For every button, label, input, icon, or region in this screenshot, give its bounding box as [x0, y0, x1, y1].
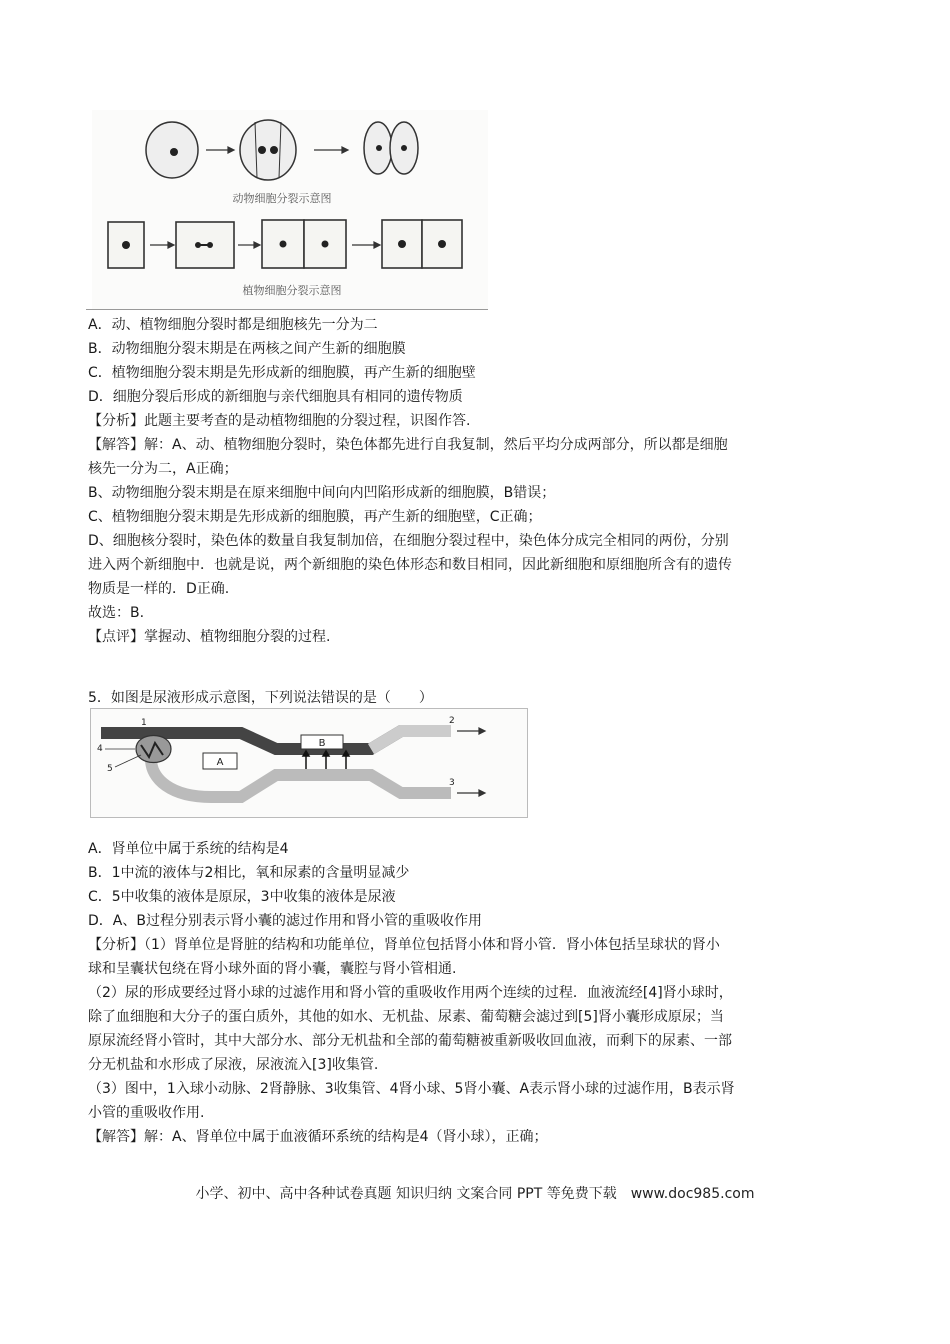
- page-footer: 小学、初中、高中各种试卷真题 知识归纳 文案合同 PPT 等免费下载 www.doc985.com: [195, 1186, 755, 1202]
- label-4: 4: [97, 744, 103, 754]
- q4-answer-line: B、动物细胞分裂末期是在原来细胞中间向内凹陷形成新的细胞膜，B错误；: [88, 485, 556, 501]
- plant-caption: 植物细胞分裂示意图: [242, 284, 342, 297]
- label-2: 2: [449, 716, 455, 726]
- q5-option-b: B．1中流的液体与2相比，氧和尿素的含量明显减少: [88, 865, 410, 881]
- q4-answer-line: C、植物细胞分裂末期是先形成新的细胞膜，再产生新的细胞壁，C正确；: [88, 509, 542, 525]
- q5-analysis-line: 原尿流经肾小管时，其中大部分水、部分无机盐和全部的葡萄糖被重新吸收回血液，而剩下的尿素、一部: [88, 1033, 732, 1049]
- urine-formation-figure: [90, 708, 528, 818]
- label-B: B: [318, 738, 326, 749]
- q5-analysis-line: （2）尿的形成要经过肾小球的过滤作用和肾小管的重吸收作用两个连续的过程．血液流经[4]肾小球时，: [88, 985, 733, 1001]
- q4-answer-line: 【解答】解：A、动、植物细胞分裂时，染色体都先进行自我复制，然后平均分成两部分，所以都是细胞: [88, 437, 728, 453]
- q5-answer-line: 【解答】解：A、肾单位中属于血液循环系统的结构是4（肾小球），正确；: [88, 1129, 548, 1145]
- q4-answer-line: D、细胞核分裂时，染色体的数量自我复制加倍，在细胞分裂过程中，染色体分成完全相同的两份，分别: [88, 533, 729, 549]
- figure-divider: [86, 309, 488, 310]
- q5-analysis-line: （3）图中，1入球小动脉、2肾静脉、3收集管、4肾小球、5肾小囊、A表示肾小球的过滤作用，B表示肾: [88, 1081, 735, 1097]
- q5-stem: 5．如图是尿液形成示意图，下列说法错误的是（ ）: [88, 690, 433, 706]
- label-3: 3: [449, 778, 455, 788]
- q5-analysis-line: 分无机盐和水形成了尿液，尿液流入[3]收集管.: [88, 1057, 379, 1073]
- q4-answer-line: 物质是一样的．D正确.: [88, 581, 230, 597]
- q4-comment: 【点评】掌握动、植物细胞分裂的过程.: [88, 629, 331, 645]
- q5-analysis-line: 小管的重吸收作用.: [88, 1105, 205, 1121]
- q4-analysis: 【分析】此题主要考查的是动植物细胞的分裂过程，识图作答.: [88, 413, 471, 429]
- q4-answer-line: 故选：B.: [88, 605, 145, 621]
- q5-stem-block: [88, 686, 873, 710]
- cell-division-illustration: [92, 110, 488, 310]
- label-5: 5: [107, 764, 113, 774]
- label-A: A: [216, 757, 224, 768]
- label-1: 1: [141, 718, 147, 728]
- q4-option-d: D．细胞分裂后形成的新细胞与亲代细胞具有相同的遗传物质: [88, 389, 463, 405]
- q5-analysis-line: 除了血细胞和大分子的蛋白质外，其他的如水、无机盐、尿素、葡萄糖会滤过到[5]肾小囊形成原尿；当: [88, 1009, 724, 1025]
- q4-answer-line: 进入两个新细胞中．也就是说，两个新细胞的染色体形态和数目相同，因此新细胞和原细胞所含有的遗传: [88, 557, 732, 573]
- q5-option-c: C．5中收集的液体是原尿，3中收集的液体是尿液: [88, 889, 396, 905]
- q5-option-d: D．A、B过程分别表示肾小囊的滤过作用和肾小管的重吸收作用: [88, 913, 482, 929]
- q4-answer-line: 核先一分为二，A正确；: [88, 461, 238, 477]
- q4-option-b: B．动物细胞分裂末期是在两核之间产生新的细胞膜: [88, 341, 406, 357]
- q5-option-a: A．肾单位中属于系统的结构是4: [88, 841, 289, 857]
- nephron-diagram: [91, 709, 527, 817]
- q4-block: [88, 313, 873, 649]
- animal-caption: 动物细胞分裂示意图: [232, 192, 332, 205]
- q5-analysis-line: 【分析】（1）肾单位是肾脏的结构和功能单位，肾单位包括肾小体和肾小管．肾小体包括呈球状的肾小: [88, 937, 720, 953]
- q5-block: [88, 837, 873, 1149]
- q4-option-a: A．动、植物细胞分裂时都是细胞核先一分为二: [88, 317, 378, 333]
- q4-option-c: C．植物细胞分裂末期是先形成新的细胞膜，再产生新的细胞壁: [88, 365, 476, 381]
- q5-analysis-line: 球和呈囊状包绕在肾小球外面的肾小囊，囊腔与肾小管相通.: [88, 961, 457, 977]
- cell-division-figure: [92, 110, 488, 310]
